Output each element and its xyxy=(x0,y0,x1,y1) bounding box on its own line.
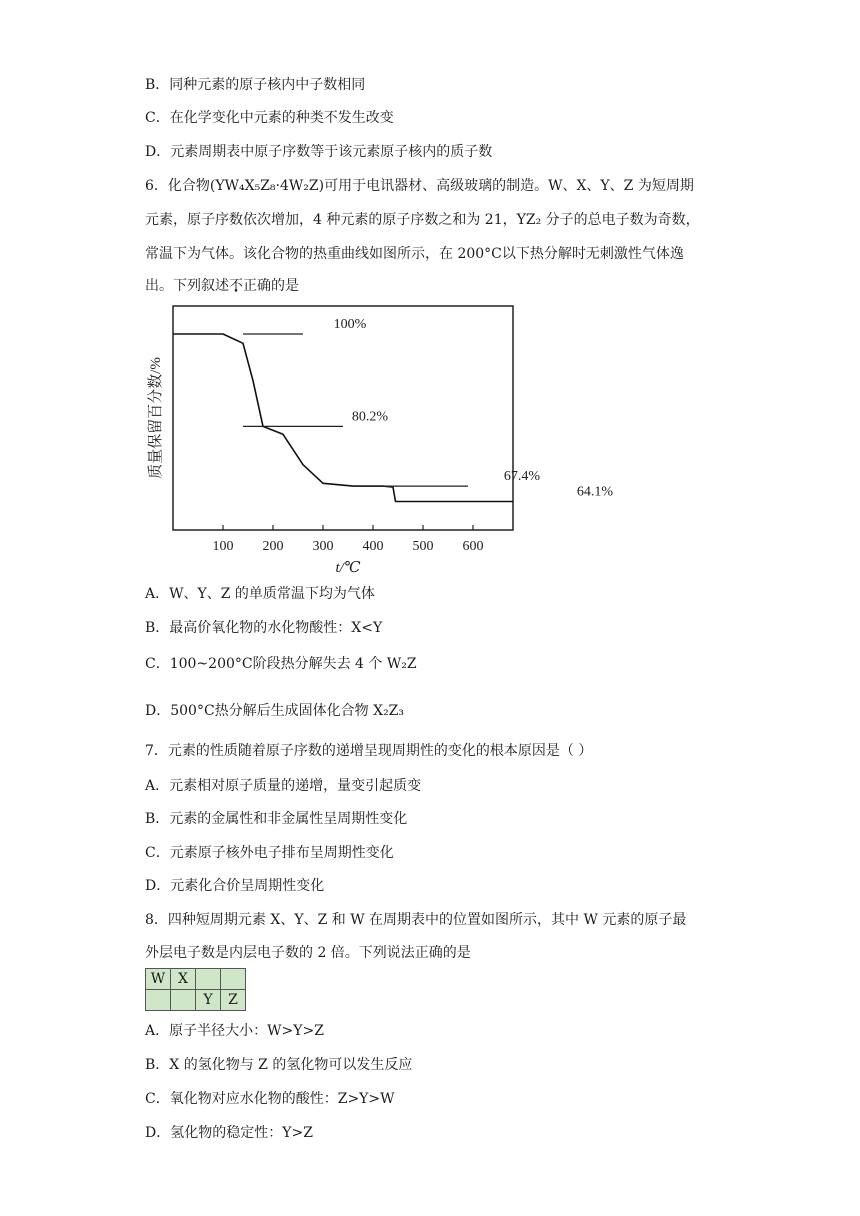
q7-option-a: A．元素相对原子质量的递增，量变引起质变 xyxy=(145,778,422,794)
q6-option-b: B．最高价氧化物的水化物酸性：X<Y xyxy=(145,620,383,636)
x-tick-label: 400 xyxy=(362,539,384,554)
periodic-table-cell xyxy=(146,990,171,1011)
periodic-table-cell: X xyxy=(171,969,196,990)
x-axis-label: t/℃ xyxy=(335,560,361,576)
q6-stem-line4-post: 正确的是 xyxy=(243,278,299,294)
q6-stem-line3: 常温下为气体。该化合物的热重曲线如图所示，在 200°C以下热分解时无刺激性气体逸 xyxy=(145,246,684,262)
tg-curve xyxy=(173,334,513,502)
q6-option-a: A．W、Y、Z 的单质常温下均为气体 xyxy=(145,586,375,602)
q6-stem-line4 xyxy=(145,275,299,295)
thermogravimetric-chart xyxy=(140,298,614,578)
q8-stem-line2: 外层电子数是内层电子数的 2 倍。下列说法正确的是 xyxy=(145,945,471,961)
q6-stem-emphasis: 不 xyxy=(229,278,243,294)
thermogravimetric-chart-svg xyxy=(140,298,614,578)
q7-option-c: C．元素原子核外电子排布呈周期性变化 xyxy=(145,845,394,861)
x-tick-label: 500 xyxy=(412,539,434,554)
periodic-table-cell xyxy=(171,990,196,1011)
periodic-table-cell: W xyxy=(146,969,171,990)
q7-option-d: D．元素化合价呈周期性变化 xyxy=(145,878,325,894)
q5-option-c: C．在化学变化中元素的种类不发生改变 xyxy=(145,110,394,126)
q5-option-d: D．元素周期表中原子序数等于该元素原子核内的质子数 xyxy=(145,144,493,160)
q7-stem: 7．元素的性质随着原子序数的递增呈现周期性的变化的根本原因是（ ） xyxy=(145,743,593,759)
plot-frame xyxy=(173,306,513,530)
q7-option-b: B．元素的金属性和非金属性呈周期性变化 xyxy=(145,811,408,827)
x-tick-label: 100 xyxy=(212,539,234,554)
q6-stem-line4-pre: 出。下列叙述 xyxy=(145,278,229,294)
q6-stem-line1: 6．化合物(YW₄X₅Z₈·4W₂Z)可用于电讯器材、高级玻璃的制造。W、X、Y、Z 为短周期 xyxy=(145,178,694,194)
x-tick-label: 600 xyxy=(462,539,484,554)
periodic-table-cell xyxy=(196,969,221,990)
periodic-table-cell: Z xyxy=(221,990,246,1011)
q5-option-b: B．同种元素的原子核内中子数相同 xyxy=(145,77,366,93)
periodic-table-row xyxy=(146,990,246,1011)
periodic-table-fragment xyxy=(145,968,246,1011)
y-axis-label: 质量保留百分数/% xyxy=(148,357,164,479)
periodic-table-cell xyxy=(221,969,246,990)
periodic-table-cell: Y xyxy=(196,990,221,1011)
annotation-label: 80.2% xyxy=(351,409,389,425)
periodic-table-row xyxy=(146,969,246,990)
annotation-label: 100% xyxy=(333,317,367,332)
q6-option-d: D．500°C热分解后生成固体化合物 X₂Z₃ xyxy=(145,703,405,719)
q8-option-b: B．X 的氢化物与 Z 的氢化物可以发生反应 xyxy=(145,1057,413,1073)
q8-option-d: D．氢化物的稳定性：Y>Z xyxy=(145,1125,313,1141)
q6-option-c: C．100~200°C阶段热分解失去 4 个 W₂Z xyxy=(145,656,417,672)
annotation-label: 67.4% xyxy=(503,469,541,485)
q8-option-c: C．氧化物对应水化物的酸性：Z>Y>W xyxy=(145,1091,395,1107)
q6-stem-line2: 元素，原子序数依次增加，4 种元素的原子序数之和为 21，YZ₂ 分子的总电子数为奇数， xyxy=(145,212,700,228)
x-tick-label: 200 xyxy=(262,539,284,554)
x-tick-label: 300 xyxy=(312,539,334,554)
q8-stem-line1: 8．四种短周期元素 X、Y、Z 和 W 在周期表中的位置如图所示，其中 W 元素的原子最 xyxy=(145,912,687,928)
annotation-label: 64.1% xyxy=(576,484,614,500)
q8-option-a: A．原子半径大小：W>Y>Z xyxy=(145,1023,324,1039)
